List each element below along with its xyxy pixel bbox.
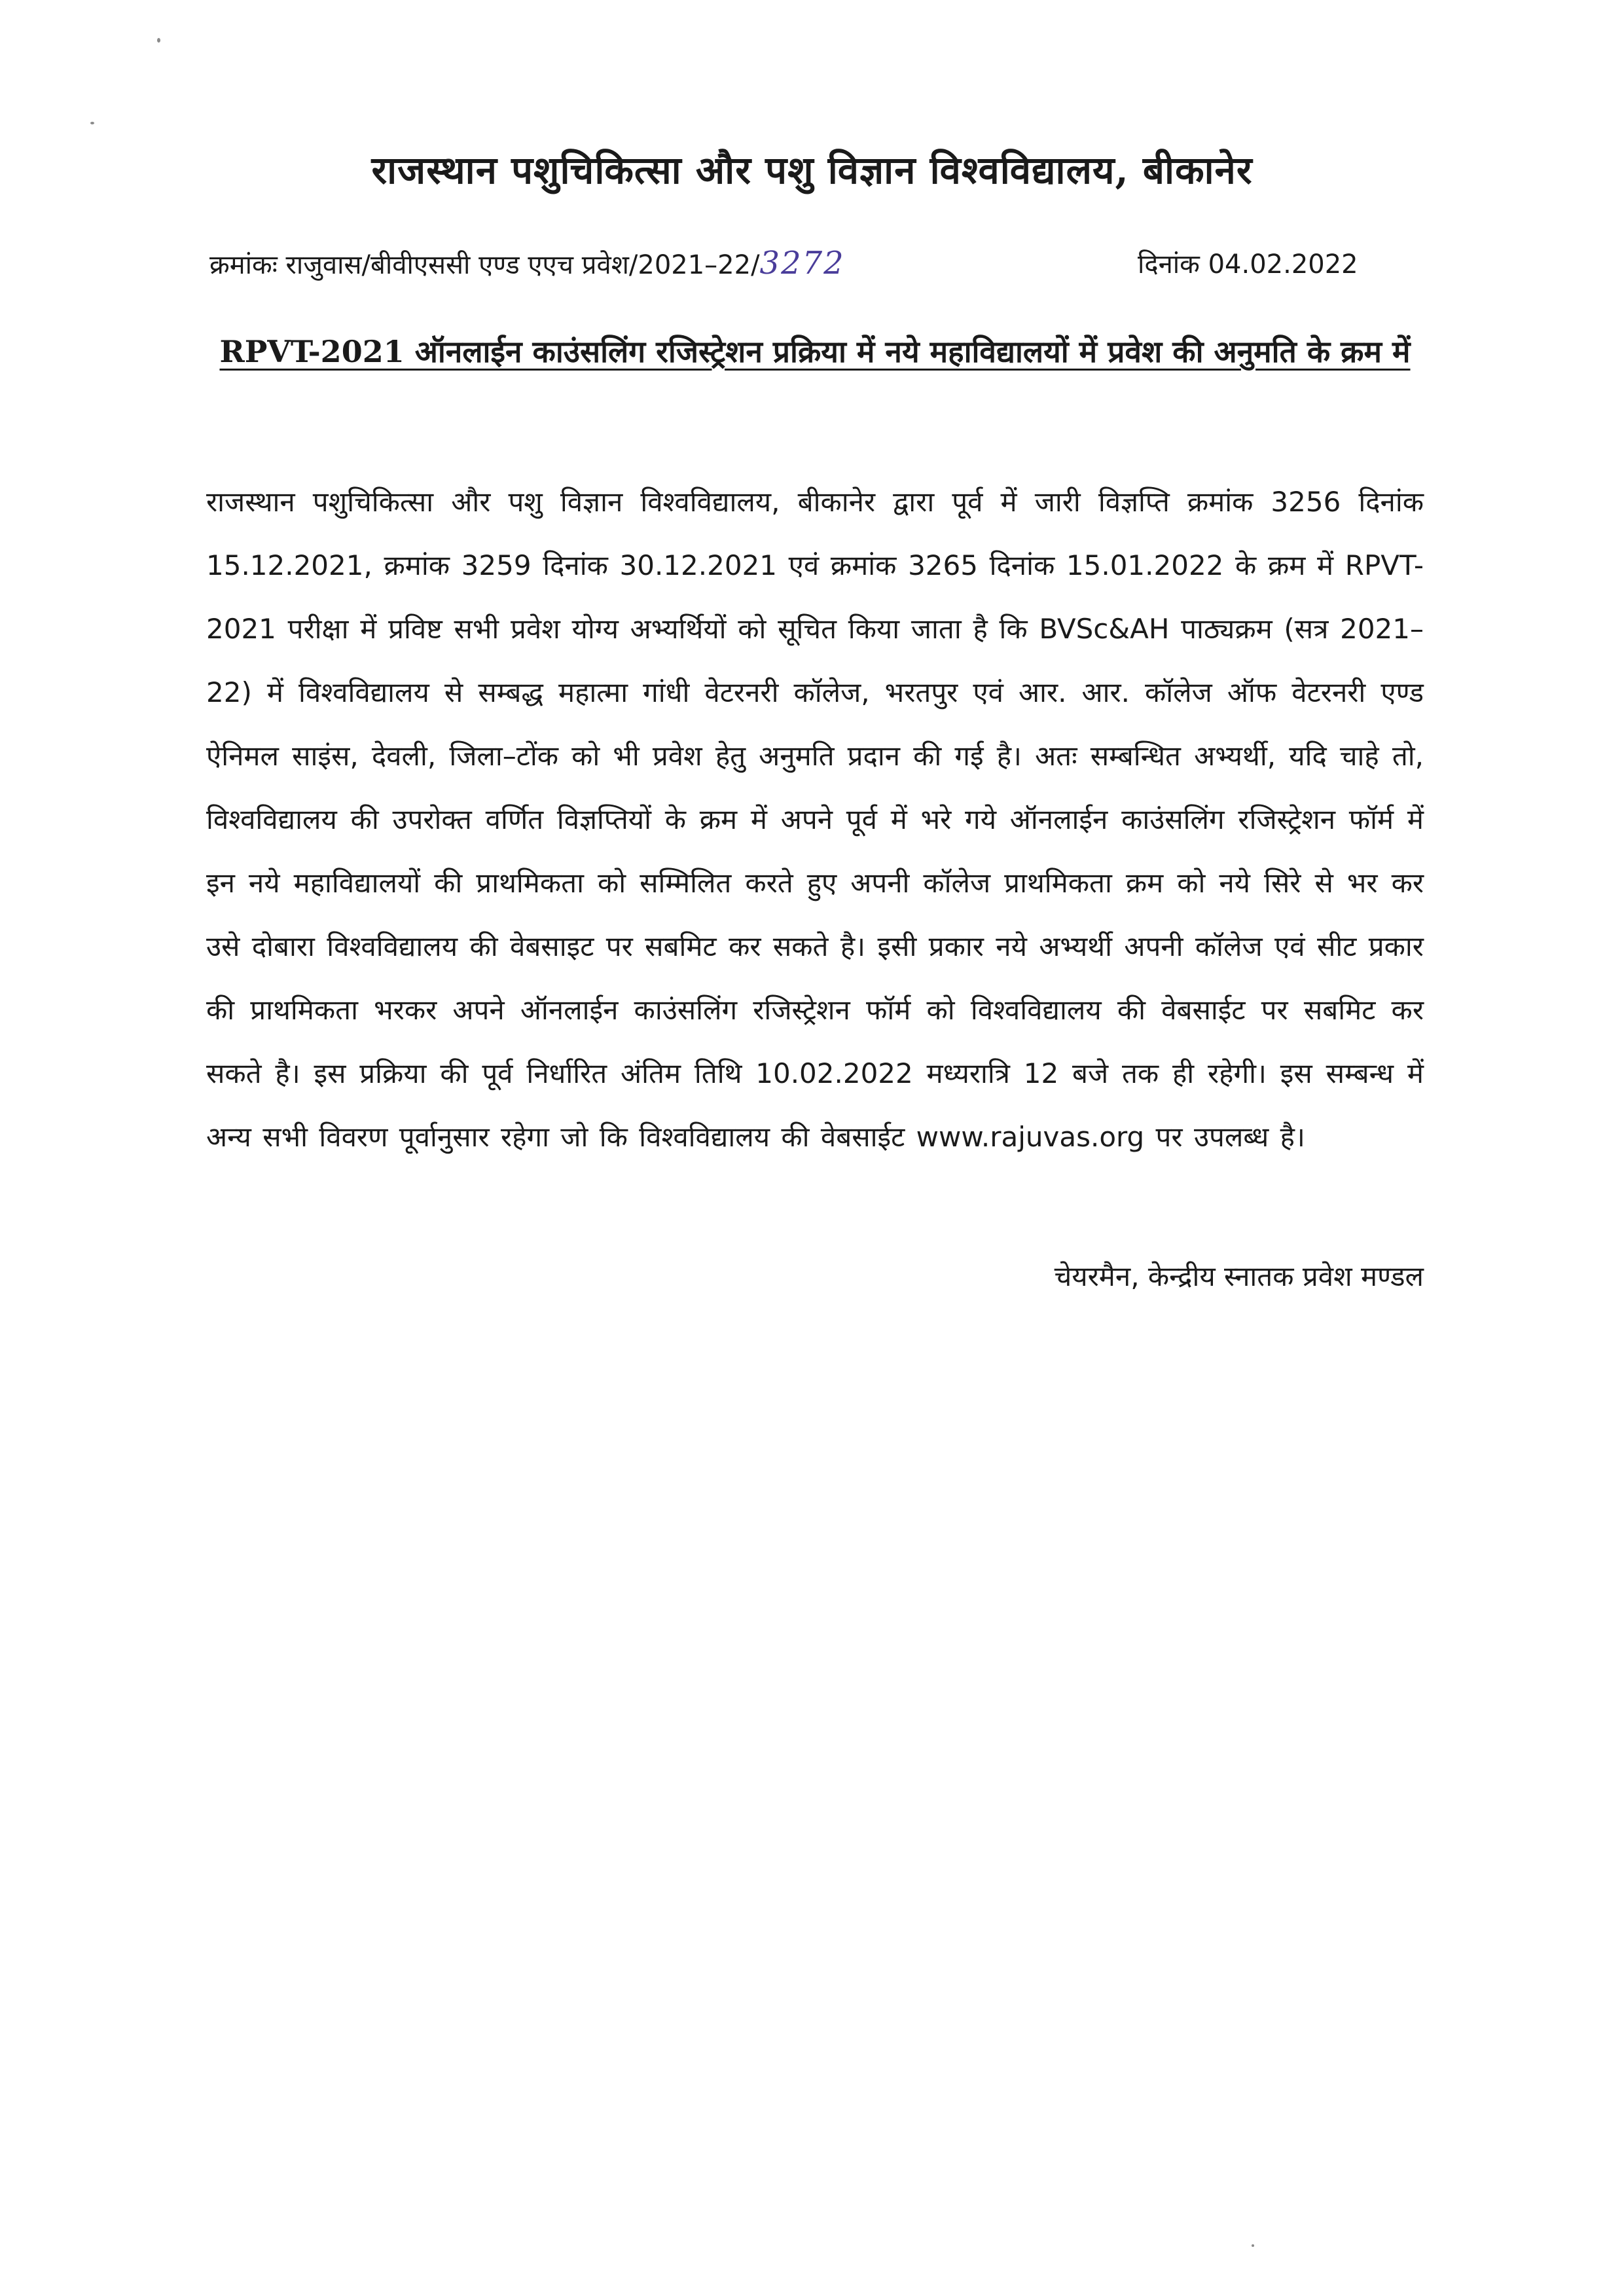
reference-number (209, 245, 845, 282)
issue-date: दिनांक 04.02.2022 (1138, 249, 1358, 280)
scan-speck (90, 122, 94, 124)
reference-label: क्रमांकः राजुवास/बीवीएससी एण्ड एएच प्रवेश/2021–22/ (209, 250, 760, 280)
signatory: चेयरमैन, केन्द्रीय स्नातक प्रवेश मण्डल (1054, 1260, 1424, 1292)
reference-line (209, 240, 1375, 292)
handwritten-number: 3272 (759, 245, 845, 282)
university-heading: राजस्थान पशुचिकित्सा और पशु विज्ञान विश्वविद्यालय, बीकानेर (371, 148, 1253, 192)
notice-body: राजस्थान पशुचिकित्सा और पशु विज्ञान विश्वविद्यालय, बीकानेर द्वारा पूर्व में जारी विज्ञप्ति क्रमांक 3256 दिनांक 15.12.2021, क्रमांक 3259 दिनांक 30.12.2021 एवं क्रमांक 3265 दिनांक 15.01.2022 के क्रम में RPVT-2021 परीक्षा में प्रविष्ट सभी प्रवेश योग्य अभ्यर्थियों को सूचित किया जाता है कि BVSc&AH पाठ्यक्रम (सत्र 2021–22) में विश्वविद्यालय से सम्बद्ध महात्मा गांधी वेटरनरी कॉलेज, भरतपुर एवं आर. आर. कॉलेज ऑफ वेटरनरी एण्ड ऐनिमल साइंस, देवली, जिला–टोंक को भी प्रवेश हेतु अनुमति प्रदान की गई है। अतः सम्बन्धित अभ्यर्थी, यदि चाहे तो, विश्वविद्यालय की उपरोक्त वर्णित विज्ञप्तियों के क्रम में अपने पूर्व में भरे गये ऑनलाईन काउंसलिंग रजिस्ट्रेशन फॉर्म में इन नये महाविद्यालयों की प्राथमिकता को सम्मिलित करते हुए अपनी कॉलेज प्राथमिकता क्रम को नये सिरे से भर कर उसे दोबारा विश्वविद्यालय की वेबसाइट पर सबमिट कर सकते है। इसी प्रकार नये अभ्यर्थी अपनी कॉलेज एवं सीट प्रकार की प्राथमिकता भरकर अपने ऑनलाईन काउंसलिंग रजिस्ट्रेशन फॉर्म को विश्वविद्यालय की वेबसाईट पर सबमिट कर सकते है। इस प्रक्रिया की पूर्व निर्धारित अंतिम तिथि 10.02.2022 मध्यरात्रि 12 बजे तक ही रहेगी। इस सम्बन्ध में अन्य सभी विवरण पूर्वानुसार रहेगा जो कि विश्वविद्यालय की वेबसाईट www.rajuvas.org पर उपलब्ध है। (206, 486, 1424, 1153)
scan-speck (157, 38, 160, 43)
scan-speck (1252, 2244, 1254, 2247)
subject-heading: RPVT-2021 ऑनलाईन काउंसलिंग रजिस्ट्रेशन प्रक्रिया में नये महाविद्यालयों में प्रवेश की अनुमति के क्रम में (219, 334, 1411, 369)
